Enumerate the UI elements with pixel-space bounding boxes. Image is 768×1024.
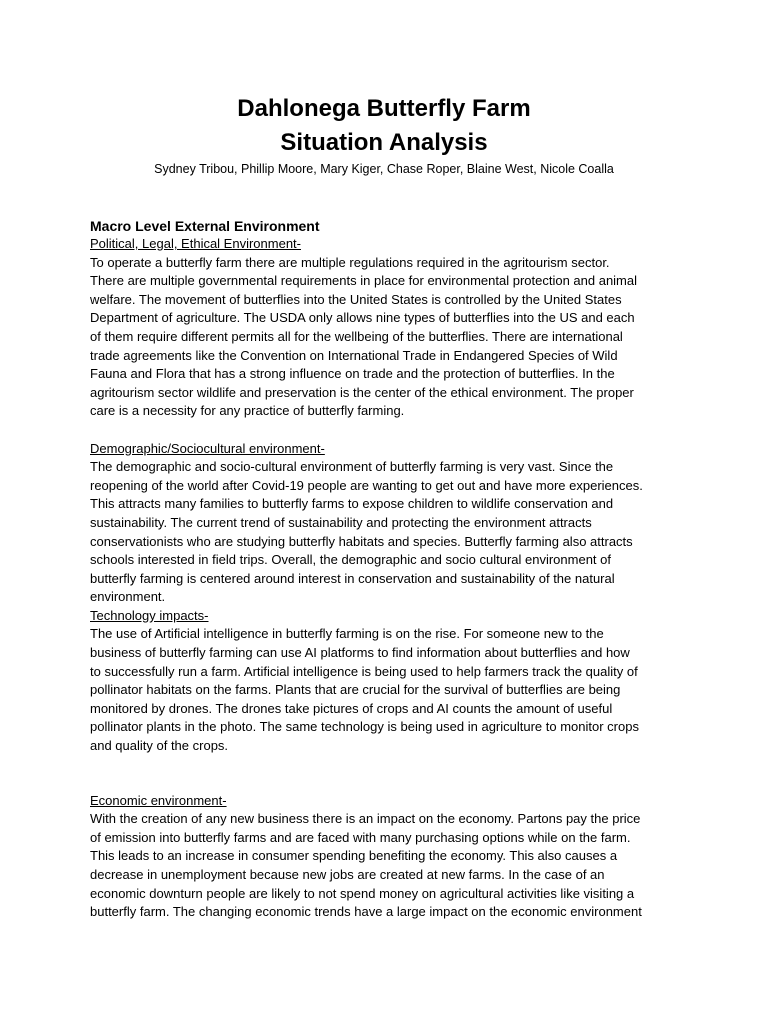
authors-line: Sydney Tribou, Phillip Moore, Mary Kiger, Chase Roper, Blaine West, Nicole Coalla — [154, 162, 614, 176]
demographic-heading: Demographic/Sociocultural environment- — [90, 440, 325, 456]
economic-heading: Economic environment- — [90, 792, 227, 808]
paragraph-line: reopening of the world after Covid-19 people are wanting to get out and have more experiences. — [90, 477, 643, 493]
paragraph-line: The use of Artificial intelligence in butterfly farming is on the rise. For someone new to the — [90, 626, 604, 642]
paragraph-line: environment. — [90, 589, 166, 605]
political-heading: Political, Legal, Ethical Environment- — [90, 236, 301, 251]
paragraph-line: to successfully run a farm. Artificial intelligence is being used to help farmers track the quality of — [90, 663, 638, 679]
paragraph-line: With the creation of any new business there is an impact on the economy. Partons pay the price — [90, 811, 641, 827]
paragraph-line: care is a necessity for any practice of butterfly farming. — [90, 403, 405, 419]
macro-heading: Macro Level External Environment — [90, 218, 320, 234]
paragraph-line: economic downturn people are likely to not spend money on agricultural activities like visiting a — [90, 885, 635, 901]
paragraph-line: conservationists who are studying butterfly habitats and species. Butterfly farming also attracts — [90, 533, 633, 549]
document-subtitle: Situation Analysis — [280, 129, 488, 156]
technology-paragraph — [90, 625, 690, 755]
paragraph-line: butterfly farm. The changing economic trends have a large impact on the economic environment — [90, 904, 642, 920]
paragraph-line: decrease in unemployment because new jobs are created at new farms. In the case of an — [90, 867, 605, 882]
paragraph-line: of them require different permits all for the wellbeing of the butterflies. There are international — [90, 328, 623, 344]
spacer — [90, 756, 690, 792]
paragraph-line: monitored by drones. The drones take pictures of crops and AI counts the amount of useful — [90, 700, 613, 716]
paragraph-line: agritourism sector wildlife and preservation is the center of the ethical environment. The proper — [90, 384, 634, 400]
spacer — [90, 421, 690, 440]
paragraph-line: The demographic and socio-cultural environment of butterfly farming is very vast. Since the — [90, 459, 614, 475]
paragraph-line: business of butterfly farming can use AI platforms to find information about butterflies and how — [90, 645, 630, 661]
paragraph-line: pollinator plants in the photo. The same technology is being used in agriculture to monitor crops — [90, 719, 639, 735]
paragraph-line: To operate a butterfly farm there are multiple regulations required in the agritourism sector. — [90, 254, 610, 270]
paragraph-line: There are multiple governmental requirements in place for environmental protection and animal — [90, 273, 638, 289]
paragraph-line: butterfly farming is centered around interest in conservation and sustainability of the natural — [90, 570, 615, 586]
paragraph-line: This attracts many families to butterfly farms to expose children to wildlife conservation and — [90, 496, 614, 512]
paragraph-line: of emission into butterfly farms and are faced with many purchasing options while on the farm. — [90, 829, 631, 845]
paragraph-line: pollinator habitats on the farms. Plants that are crucial for the survival of butterflies are being — [90, 682, 621, 698]
document-body — [90, 217, 690, 922]
document-title: Dahlonega Butterfly Farm — [237, 95, 531, 122]
political-paragraph — [90, 254, 690, 421]
paragraph-line: schools interested in field trips. Overall, the demographic and socio cultural environment of — [90, 552, 611, 568]
paragraph-line: This leads to an increase in consumer spending benefiting the economy. This also causes a — [90, 848, 618, 864]
paragraph-line: Fauna and Flora that has a strong influence on trade and the protection of butterflies. In the — [90, 366, 615, 382]
paragraph-line: sustainability. The current trend of sustainability and protecting the environment attracts — [90, 514, 592, 530]
paragraph-line: and quality of the crops. — [90, 738, 229, 754]
demographic-paragraph — [90, 458, 690, 607]
economic-paragraph — [90, 810, 690, 922]
paragraph-line: welfare. The movement of butterflies into the United States is controlled by the United States — [90, 291, 622, 307]
paragraph-line: Department of agriculture. The USDA only allows nine types of butterflies into the US and each — [90, 310, 635, 326]
paragraph-line: trade agreements like the Convention on International Trade in Endangered Species of Wild — [90, 347, 618, 363]
technology-heading: Technology impacts- — [90, 607, 209, 623]
